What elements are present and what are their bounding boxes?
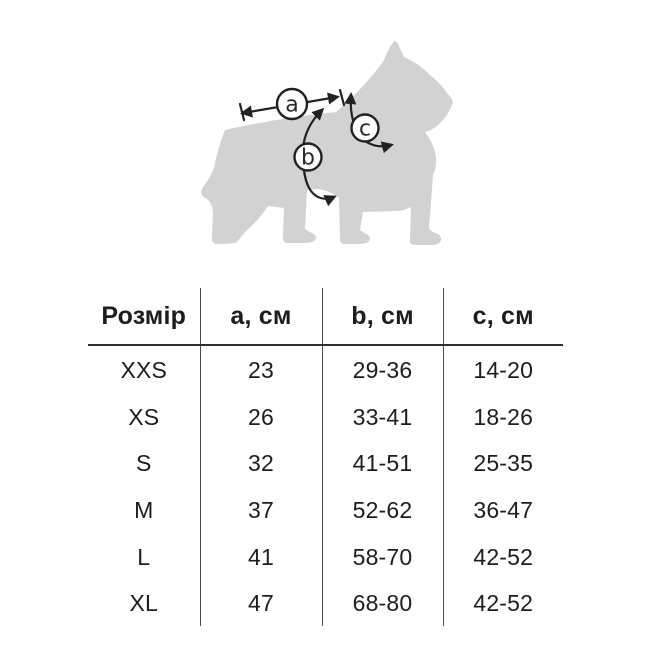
cell-size: XXS [88, 345, 200, 393]
measure-label-c: c [358, 116, 372, 142]
measure-label-a: a [285, 92, 299, 118]
cell-a: 23 [200, 345, 322, 393]
cell-c: 42-52 [473, 543, 534, 570]
cell-c: 18-26 [473, 403, 534, 430]
cell-size: L [88, 532, 200, 579]
col-header-size: Розмір [88, 288, 200, 345]
cell-c: 25-35 [473, 450, 534, 477]
cell-size: XS [88, 393, 200, 440]
cell-a: 32 [200, 439, 322, 486]
cell-size: S [88, 439, 200, 486]
cell-a: 37 [200, 486, 322, 533]
table-row-xl [88, 579, 563, 626]
cell-size: M [88, 486, 200, 533]
col-header-a: a, см [200, 288, 322, 345]
table-header-row [88, 288, 563, 345]
cell-a: 26 [200, 393, 322, 440]
cell-b: 68-80 [322, 579, 443, 626]
cell-c: 42-52 [473, 590, 534, 617]
table-row-l [88, 532, 563, 579]
cell-a: 41 [200, 532, 322, 579]
measure-tick-a-right [340, 90, 344, 105]
col-header-c: c, см [443, 288, 563, 345]
cell-b: 41-51 [322, 439, 443, 486]
cell-size: XL [88, 579, 200, 626]
cell-b: 58-70 [322, 532, 443, 579]
size-table [88, 288, 563, 626]
cell-b: 52-62 [322, 486, 443, 533]
cell-c: 14-20 [473, 357, 534, 384]
cell-c: 36-47 [473, 497, 534, 524]
col-header-b: b, см [322, 288, 443, 345]
cell-b: 29-36 [322, 345, 443, 393]
table-row-xxs [88, 345, 563, 393]
dog-silhouette [201, 41, 453, 245]
table-row-m [88, 486, 563, 533]
table-row-xs [88, 393, 563, 440]
measure-label-b: b [301, 145, 315, 171]
table-row-s [88, 439, 563, 486]
cell-a: 47 [200, 579, 322, 626]
cell-b: 33-41 [322, 393, 443, 440]
